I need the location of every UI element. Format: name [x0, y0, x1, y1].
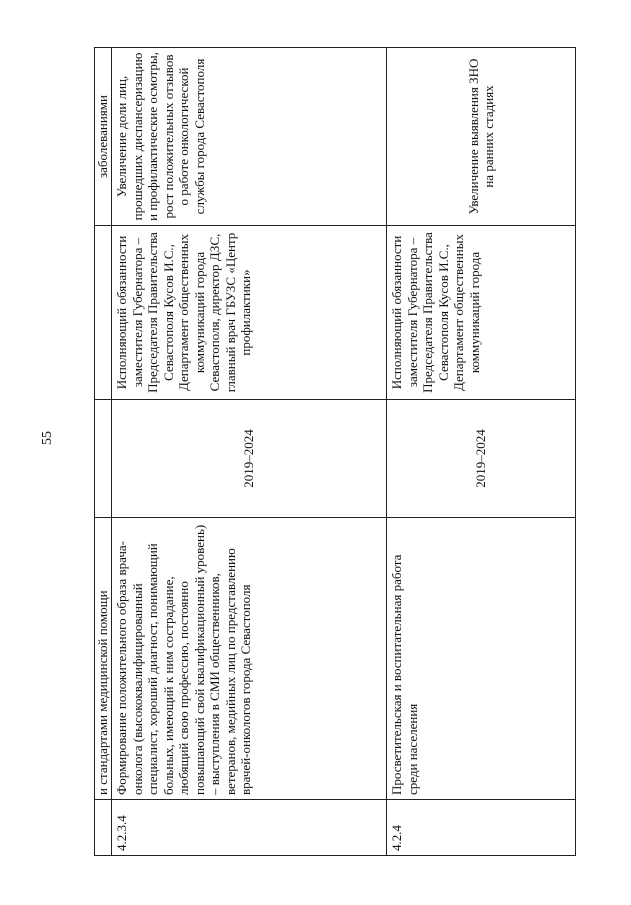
measures-table-wrapper — [94, 48, 576, 856]
continuation-result-cell: заболеваниями — [95, 48, 112, 226]
responsible-cell: Исполняющий обязанности заместителя Губернатора – Председателя Правительства Севастополя Кусов И.С., Департамент общественных коммуникаций города Севастополя, директор ДЗС, главный врач ГБУЗС «Центр профилактики» — [112, 226, 387, 400]
measure-name-cell: Просветительская и воспитательная работа среди населения — [387, 518, 576, 800]
table-row — [387, 48, 576, 856]
result-cell: Увеличение выявления ЗНО на ранних стадиях — [387, 48, 576, 226]
continuation-num-cell — [95, 800, 112, 856]
table-row — [112, 48, 387, 856]
row-number-cell: 4.2.4 — [387, 800, 576, 856]
continuation-row — [95, 48, 112, 856]
period-cell: 2019–2024 — [387, 400, 576, 518]
page-number: 55 — [40, 431, 55, 445]
continuation-name-cell: и стандартами медицинской помощи — [95, 518, 112, 800]
continuation-responsible-cell — [95, 226, 112, 400]
period-cell: 2019–2024 — [112, 400, 387, 518]
row-number-cell: 4.2.3.4 — [112, 800, 387, 856]
result-cell: Увеличение доли лиц, прошедших диспансеризацию и профилактические осмотры, рост положительных отзывов о работе онкологической службы города Севастополя — [112, 48, 387, 226]
measure-name-cell: Формирование положительного образа врача-онколога (высококвалифицированный специалист, хороший диагност, понимающий больных, имеющий к ним сострадание, любящий свою профессию, постоянно повышающий свой квалификационный уровень) – выступления в СМИ общественников, ветеранов, медийных лиц по представлению врачей-онкологов города Севастополя — [112, 518, 387, 800]
continuation-period-cell — [95, 400, 112, 518]
measures-table — [94, 47, 576, 856]
responsible-cell: Исполняющий обязанности заместителя Губернатора – Председателя Правительства Севастополя Кусов И.С., Департамент общественных коммуникаций города — [387, 226, 576, 400]
